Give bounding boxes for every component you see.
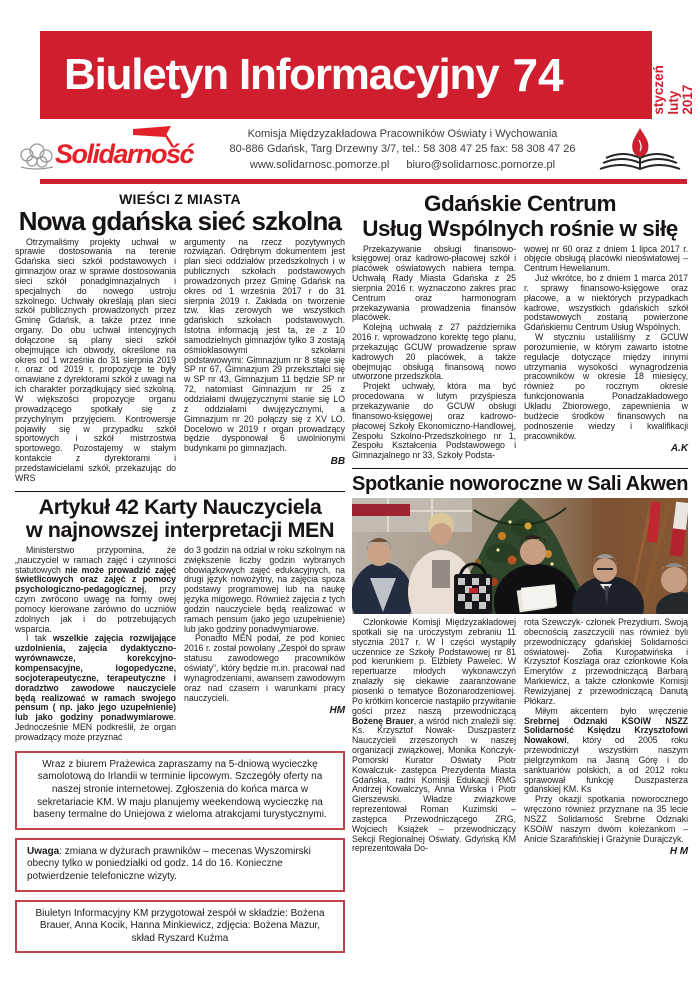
signature: HM <box>329 705 345 717</box>
meeting-photo <box>352 498 688 614</box>
text-column <box>15 238 176 484</box>
paragraph: do 3 godzin na odział w roku szkolnym na zwiększenie liczby godzin wybranych obowiązkowych zajęć edukacyjnych, na drugi język nowożytny, na zajęcia spoza podstawy programowej lub na naukę języka migowego. Również zajęcia z tych godzin nauczyciele będą realizować w ramach pensum (jako jego uzupełnienie) lub jako godziny ponadwymiarowe. <box>184 544 345 634</box>
paragraph: Członkowie Komisji Międzyzakładowej spotkali się na uroczystym zebraniu 11 stycznia 2017 r. W I części wystąpiły uczennice ze Szkoły Podstawowej nr 81 pod kierunkiem p. Elżbiety Pawelec. W repertuarze młodych wykonawczyń znalazły się ciekawie zaaranżowane piosenki o tematyce Bożonarodzeniowej. Po krótkim koncercie nastąpiło przywitanie gości przez naszą przewodniczącą Bożenę Brauer, a wśród nich znaleźli się: Ks. Krzysztof Nowak- Duszpasterz Nauczycieli zrzeszonych w naszej organizacji związkowej, Monika Kończyk- Pomorski Kurator Oświaty Piotr Kowalczuk- zastępca Prezydenta Miasta Gdańska, radni Komisji Edukacji RMG Andrzej Kowalczys, Anna Wirska i Piotr Gierszewski. Władze związkowe reprezentował Roman Kuzimski – zastępca Przewodniczącego ZRG, Wojciech Książek – przewodniczący Sekcji Regionalnej Oświaty. Gdyńską KM reprezentowała Do- <box>352 617 516 854</box>
signature: BB <box>330 456 345 468</box>
masthead-title: Biuletyn Informacyjny <box>64 50 499 99</box>
paragraph: Przekazywanie obsługi finansowo-księgowej oraz kadrowo-płacowej szkół i placówek oświatowych nabiera tempa. Uchwałą Rady Miasta Gdańska z 25 sierpnia 2016 r. wyznaczono zakres prac Centrum oraz harmonogram przekazywania prowadzenia finansów placówek. <box>352 243 516 323</box>
issue-date-month-2: luty <box>665 90 681 115</box>
paragraph: Projekt uchwały, która ma być procedowana w lutym przyśpiesza przekazywanie do GCUW obsługi finansowo-księgowej oraz kadrowo-płacowej Szkoły Ekonomiczno-Handlowej, Zespołu Szkolno-Przedszkolnego nr 1, Zespołu Kształcenia Podstawowego i Gimnazjalnego nr 33, Szkoły Podsta- <box>352 381 516 461</box>
text-column <box>524 618 688 858</box>
credits-box: Biuletyn Informacyjny KM przygotował zespół w składzie: Bożena Brauer, Anna Kocik, Hanna Minkiewicz, zdjęcia: Bożena Mazur, skład Ryszard Kuźma <box>15 900 345 954</box>
paragraph: wowej nr 60 oraz z dniem 1 lipca 2017 r. objęcie obsługą placówki nieoświatowej – Centrum Hewelianum. <box>524 243 688 274</box>
article-men-body <box>15 546 345 743</box>
article-schools <box>15 191 345 484</box>
paragraph: rota Szewczyk- członek Prezydium. Swoją obecnością zaszczycili nas również byli przewodniczący gdańskiej Solidarności oświatowej- Zofia Kuropatwińska i Krzysztof Koszlaga oraz członkowie Koła Emerytów z przewodniczącą Barbarą Markiewicz, a także członkowie Komisji Rewizyjanej z przewodniczącą Danutą Płókarz. <box>524 617 688 706</box>
issue-date-month-1: styczeń <box>651 65 667 115</box>
org-website: www.solidarnosc.pomorze.pl <box>249 158 390 171</box>
article-meeting-body <box>352 618 688 858</box>
content-columns <box>15 190 688 953</box>
issue-date <box>648 50 700 130</box>
text-column <box>352 245 516 462</box>
paragraph: Ponadto MEN podał, że pod koniec 2016 r. został powołany „Zespół do spraw statusu zawodowego pracowników oświaty”, który będzie m.in. pracował nad wynagrodzeniami, awansem zawodowym oraz nad czasem i warunkami pracy nauczycieli. <box>184 633 345 703</box>
solidarnosc-logo <box>15 125 213 175</box>
masthead-org-row <box>15 123 688 177</box>
org-email: biuro@solidarnosc.pomorze.pl <box>406 158 556 171</box>
solidarnosc-logo-icon <box>15 125 213 175</box>
article-meeting <box>352 473 688 858</box>
paragraph: Ministerstwo przypomina, że „nauczyciel w ramach zajęć i czynności statutowych nie może prowadzić zajęć świetlicowych oraz zajęć z pomocy psychologiczno-pedagogicznej, przy czym zwrócono uwagę na formy owej pomocy kierowane zarówno do uczniów zdolnych jak i do potrzebujących wsparcia. <box>15 544 176 634</box>
signature: H M <box>669 846 688 858</box>
article-meeting-title: Spotkanie noworoczne w Sali Akwen <box>352 473 689 496</box>
separator-rule <box>352 468 688 469</box>
issue-date-year: 2017 <box>680 84 696 115</box>
article-gcuw-title: Gdańskie Centrum Usług Wspólnych rośnie w siłę <box>362 191 678 241</box>
article-schools-title: Nowa gdańska sieć szkolna <box>18 206 342 236</box>
article-gcuw-body <box>352 245 688 462</box>
signature: A.K <box>670 443 688 455</box>
masthead-rule <box>40 179 687 184</box>
text-column <box>184 546 345 743</box>
article-men <box>15 496 345 743</box>
paragraph: I tak wszelkie zajęcia rozwijające uzdolnienia, zajęcia dydaktyczno-wyrównawcze, korekcyjno-kompensacyjne, logopedyczne, socjoterapeutyczne, terapeutyczne i doradztwo zawodowe nauczyciele będą realizować w ramach swojego pensum ( np. jako jego uzupełnienie) lub jako godziny ponadwymiarowe. Jednocześnie MEN podkreślił, że organ prowadzący może przyznać <box>15 633 176 742</box>
paragraph: Uwaga: zmiana w dyżurach prawników – mecenas Wyszomirski obecny tylko w poniedziałki od godz. 14 do 16. Konieczne potwierdzenie telefoniczne wizyty. <box>27 845 311 882</box>
org-address-line: 80-886 Gdańsk, Targ Drzewny 3/7, tel.: 58 308 47 25 fax: 58 308 47 26 <box>229 143 576 156</box>
text-column <box>524 245 688 462</box>
text-column <box>15 546 176 743</box>
paragraph: W styczniu ustaliliśmy z GCUW porozumienie, w którym zawarto istotne regulacje dotyczące między innymi utrzymania wysokości wynagrodzenia pracowników w okresie 18 miesięcy, również po rocznym okresie funkcjonowania Ponadzakładowego Układu Zbiorowego, zapewnienia w budżecie środków finansowych na podnoszenie wiedzy i kwalifikacji pracowników. <box>524 332 688 441</box>
paragraph: Przy okazji spotkania noworocznego wręczono również przyznane na 35 lecie NSZZ Solidarność Srebrne Odznaki KSOiW naszym dwóm koleżankom – Anicie Szarafińskiej i Grażynie Durajczyk. <box>524 794 688 844</box>
left-column <box>15 190 345 953</box>
trip-box: Wraz z biurem Prażewica zapraszamy na 5-dniową wycieczkę samolotową do Irlandii w terminie lipcowym. Szczegóły oferty na naszej stronie internetowej. Zgłoszenia do końca marca w sekretariacie KM. W maju planujemy weekendową wycieczkę na baseny termalne do Uniejowa z wieloma atrakcjami turystycznymi. <box>15 751 345 830</box>
article-men-title: Artykuł 42 Karty Nauczyciela w najnowszej interpretacji MEN <box>25 494 335 543</box>
logo-wordmark: Solidarność <box>55 139 194 169</box>
masthead-banner <box>40 31 652 119</box>
notice-box <box>15 838 345 892</box>
section-kicker: WIEŚCI Z MIASTA <box>119 191 241 207</box>
right-column <box>352 190 688 858</box>
article-gcuw <box>352 192 688 461</box>
text-column <box>184 238 345 484</box>
issue-number: 74 <box>512 49 564 101</box>
paragraph: Otrzymaliśmy projekty uchwał w sprawie dostosowania na terenie Gdańska sieci szkół podstawowych i gimnazjów oraz w sprawie dostosowania sieci szkół ponadgimnazjalnych i specjalnych do nowego ustroju szkolnego. Uchwały określają plan sieci szkół publicznych prowadzonych przez Gminę Gdańsk, a także przez inne organy. Do obu uchwał intencyjnych dołączone są plany sieci szkół obejmujące ich obwody, określone na okres od 1 września do 31 sierpnia 2019 r. oraz od 2019 r. propozycje te były omawiane z dyrektorami szkół z uwagi na ich charakter porządkujący sieć szkolną. W większości propozycje organu prowadzącego spotkały się z przychylnym przyjęciem. Kontrowersje pojawiły się w przypadku szkół sportowych i szkół mistrzostwa sportowego. Pozostajemy w stałym kontakcie z dyrektorami i przedstawicielami szkół, przekazując do WRS <box>15 236 176 483</box>
paragraph: Kolejną uchwałą z 27 października 2016 r. wprowadzono korektę tego planu, przekazując GCUW prowadzenie spraw kadrowych 20 placówek, a także obejmując obsługą finansową nowo utworzone przedszkola. <box>352 322 516 382</box>
article-schools-body <box>15 238 345 484</box>
org-address <box>213 127 592 173</box>
wall-banner <box>352 504 410 516</box>
paragraph: argumenty na rzecz pozytywnych rozwiązań. Odrębnym dokumentem jest plan sieci oddziałów przedszkolnych i w publicznych szkołach podstawowych prowadzonych przez Gminę Gdańsk na okres od 1 września 2017 r do 31 sierpnia 2019 r. Zakłada on tworzenie tzw. klas zerowych we wszystkich gdańskich szkołach podstawowych. Istotna informacją jest ta, że z 10 samodzielnych gimnazjów tylko 3 zostają ośmioklasowymi szkołami podstawowymi: Gimnazjum nr 8 staje się SP nr 67, Gimnazjum 29 przekształci się w SP nr 43, Gimnazjum 11 będzie SP nr 72, natomiast Gimnazjum nr 25 z oddziałami dwujęzycznymi stanie się LO z oddziałami dwujęzycznymi, a Gimnazjum nr 20 połączy się z XV LO. Docelowo w 2019 r organ prowadzący będzie dysponował 6 uwolnionymi budynkami po gimnazjach. <box>184 236 345 454</box>
text-column <box>352 618 516 858</box>
paragraph: Już wkrótce, bo z dniem 1 marca 2017 r. sprawy finansowo-księgowe oraz płacowe, a w niektórych przypadkach kadrowe, wszystkich gdańskich szkół podstawowych zostaną powierzone Gdańskiemu Centrum Usług Wspólnych. <box>524 273 688 333</box>
org-name: Komisja Międzyzakładowa Pracowników Oświaty i Wychowania <box>247 128 558 141</box>
paragraph: Miłym akcentem było wręczenie Srebrnej Odznaki KSOiW NSZZ Solidarność Księdzu Krzysztofowi Nowakowi, który od 2005 roku przewodniczył wszystkim naszym pielgrzymkom na Jasną Górę i do sanktuariów polskich, a od 2012 roku sprawował funkcję Duszpasterza gdańskiej KM. Ks <box>524 705 688 795</box>
book-flame-icon <box>592 124 688 176</box>
separator-rule <box>15 491 345 492</box>
